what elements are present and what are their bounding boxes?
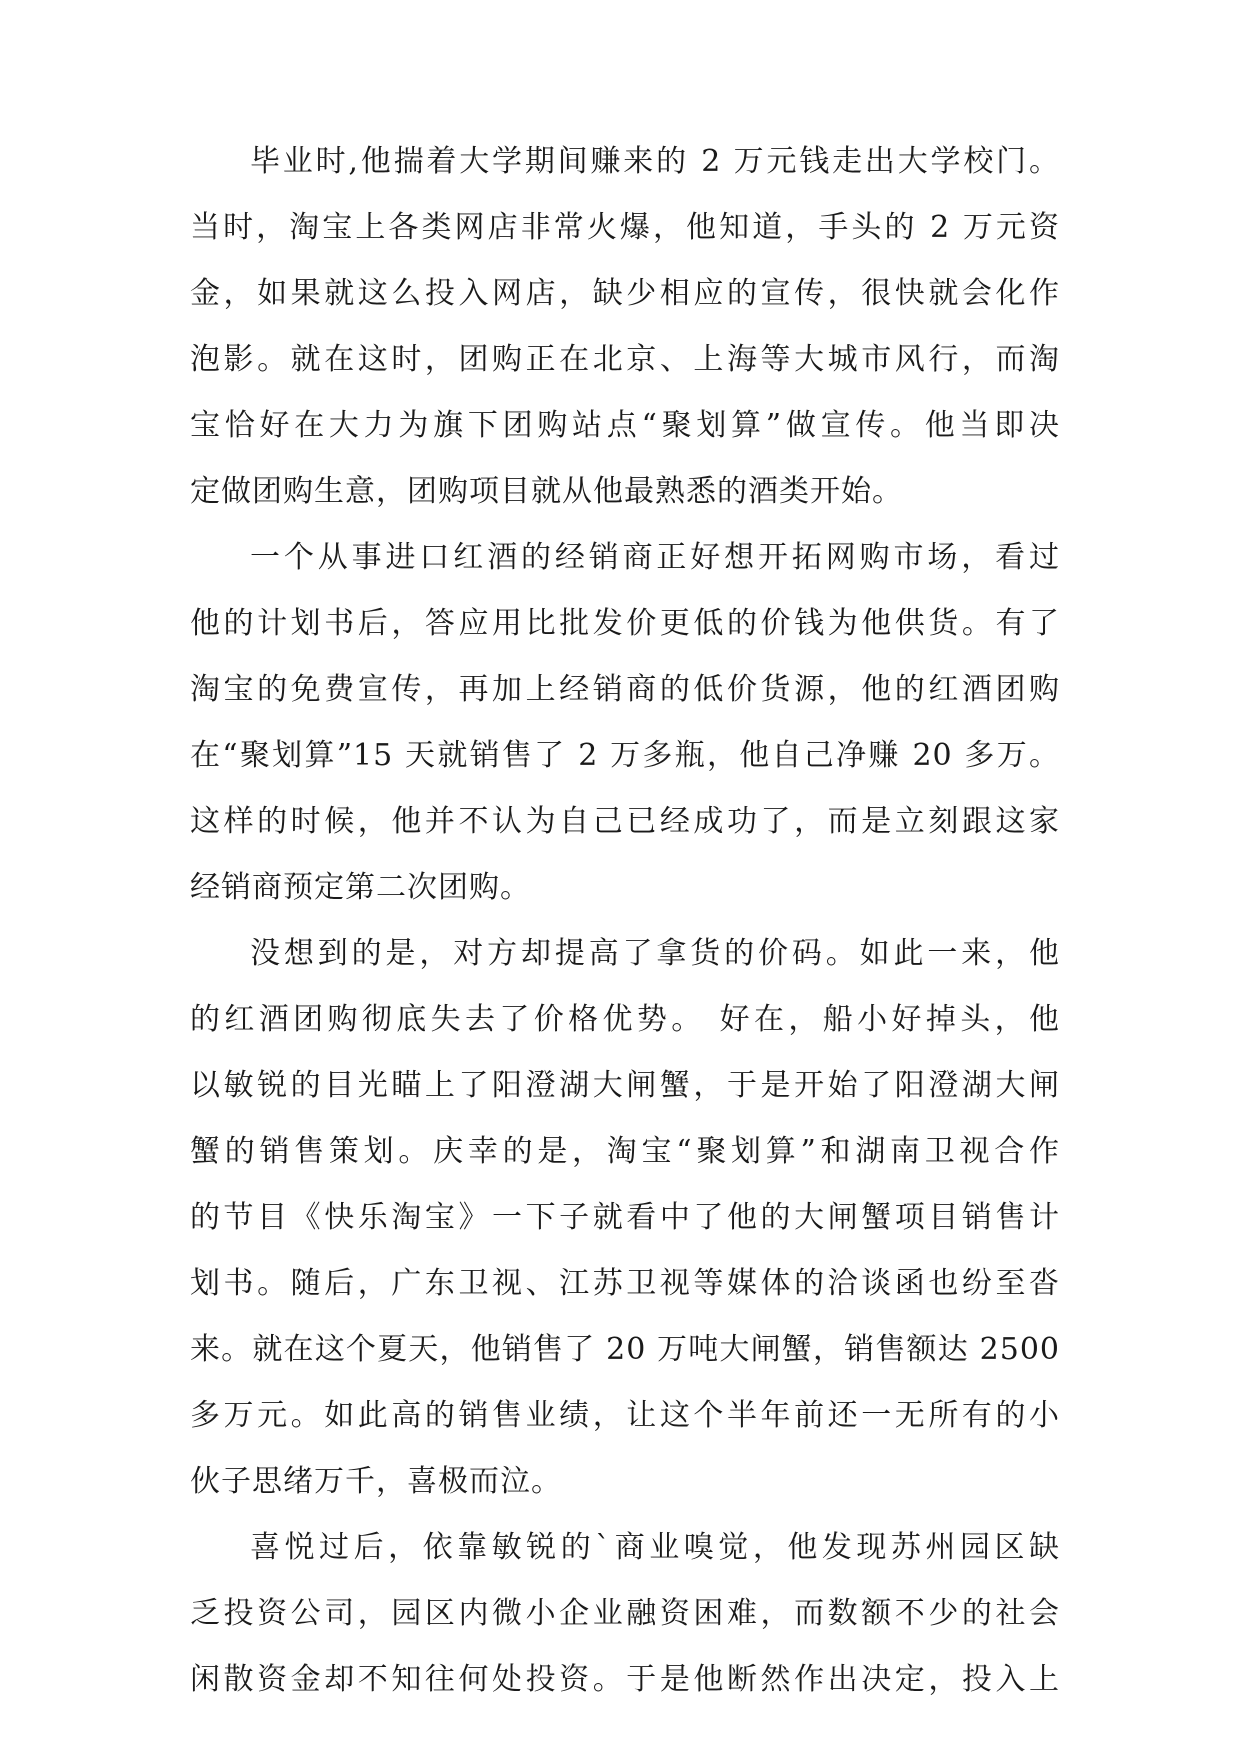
paragraph-3-line-3: 以敏锐的目光瞄上了阳澄湖大闸蟹，于是开始了阳澄湖大闸 xyxy=(190,1068,1060,1103)
paragraph-1-line-3: 金，如果就这么投入网店，缺少相应的宣传，很快就会化作 xyxy=(190,276,1060,311)
paragraph-1-line-4: 泡影。就在这时，团购正在北京、上海等大城市风行，而淘 xyxy=(190,342,1060,377)
paragraph-2-line-6: 经销商预定第二次团购。 xyxy=(190,870,531,905)
paragraph-4-line-3: 闲散资金却不知往何处投资。于是他断然作出决定，投入上 xyxy=(190,1662,1060,1697)
paragraph-3-line-2: 的红酒团购彻底失去了价格优势。 好在，船小好掉头，他 xyxy=(190,1002,1060,1037)
paragraph-1-line-6: 定做团购生意，团购项目就从他最熟悉的酒类开始。 xyxy=(190,474,903,509)
paragraph-2-line-2: 他的计划书后，答应用比批发价更低的价钱为他供货。有了 xyxy=(190,606,1060,641)
paragraph-1-line-1: 毕业时,他揣着大学期间赚来的 2 万元钱走出大学校门。 xyxy=(250,144,1060,179)
paragraph-3-line-1: 没想到的是，对方却提高了拿货的价码。如此一来，他 xyxy=(250,936,1060,971)
document-body xyxy=(190,140,1060,1724)
paragraph-3-line-8: 多万元。如此高的销售业绩，让这个半年前还一无所有的小 xyxy=(190,1398,1060,1433)
paragraph-3-line-6: 划书。随后，广东卫视、江苏卫视等媒体的洽谈函也纷至沓 xyxy=(190,1266,1060,1301)
paragraph-3-line-9: 伙子思绪万千，喜极而泣。 xyxy=(190,1464,562,1499)
paragraph-2-line-4: 在“聚划算”15 天就销售了 2 万多瓶，他自己净赚 20 多万。 xyxy=(190,738,1060,773)
paragraph-2-line-5: 这样的时候，他并不认为自己已经成功了，而是立刻跟这家 xyxy=(190,804,1060,839)
paragraph-3-line-5: 的节目《快乐淘宝》一下子就看中了他的大闸蟹项目销售计 xyxy=(190,1200,1060,1235)
paragraph-3-line-7: 来。就在这个夏天，他销售了 20 万吨大闸蟹，销售额达 2500 xyxy=(190,1332,1060,1367)
paragraph-4-line-2: 乏投资公司，园区内微小企业融资困难，而数额不少的社会 xyxy=(190,1596,1060,1631)
paragraph-2-line-1: 一个从事进口红酒的经销商正好想开拓网购市场，看过 xyxy=(250,540,1060,575)
paragraph-3-line-4: 蟹的销售策划。庆幸的是，淘宝“聚划算”和湖南卫视合作 xyxy=(190,1134,1060,1169)
paragraph-1-line-5: 宝恰好在大力为旗下团购站点“聚划算”做宣传。他当即决 xyxy=(190,408,1060,443)
paragraph-1-line-2: 当时，淘宝上各类网店非常火爆，他知道，手头的 2 万元资 xyxy=(190,210,1060,245)
paragraph-2-line-3: 淘宝的免费宣传，再加上经销商的低价货源，他的红酒团购 xyxy=(190,672,1060,707)
paragraph-4-line-1: 喜悦过后，依靠敏锐的`商业嗅觉，他发现苏州园区缺 xyxy=(250,1530,1060,1565)
